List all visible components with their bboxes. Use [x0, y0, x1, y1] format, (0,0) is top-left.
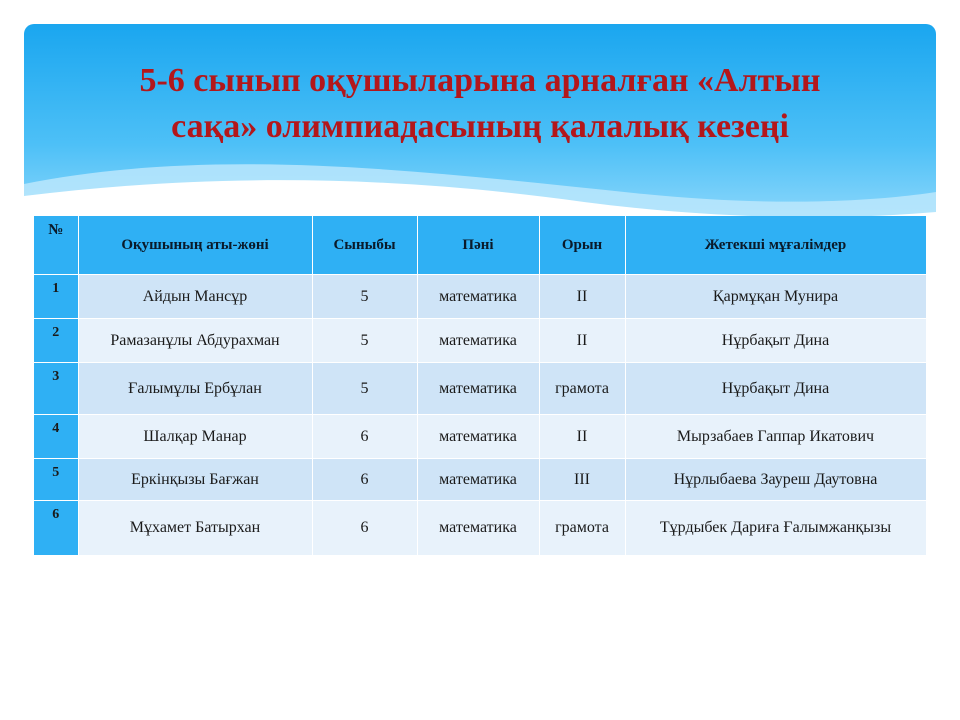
cell-place: III [539, 459, 625, 501]
cell-student-name: Шалқар Манар [78, 415, 312, 459]
header-number: № [34, 216, 78, 275]
cell-grade: 6 [312, 501, 417, 555]
cell-student-name: Мұхамет Батырхан [78, 501, 312, 555]
cell-place: грамота [539, 501, 625, 555]
header-teachers: Жетекші мұғалімдер [625, 216, 926, 275]
cell-number: 2 [34, 319, 78, 363]
cell-grade: 6 [312, 415, 417, 459]
header-place: Орын [539, 216, 625, 275]
table-row [34, 319, 926, 363]
table-row [34, 459, 926, 501]
cell-student-name: Ғалымұлы Ербұлан [78, 363, 312, 415]
cell-place: II [539, 275, 625, 319]
cell-subject: математика [417, 501, 539, 555]
cell-student-name: Рамазанұлы Абдурахман [78, 319, 312, 363]
title-line-1: 5-6 сынып оқушыларына арналған «Алтын [139, 62, 821, 99]
results-table [34, 216, 927, 555]
cell-number: 5 [34, 459, 78, 501]
cell-subject: математика [417, 275, 539, 319]
cell-grade: 5 [312, 319, 417, 363]
table-row [34, 501, 926, 555]
cell-number: 1 [34, 275, 78, 319]
header-grade: Сыныбы [312, 216, 417, 275]
cell-subject: математика [417, 415, 539, 459]
page-title [24, 58, 936, 150]
cell-place: грамота [539, 363, 625, 415]
cell-teacher: Нұрбақыт Дина [625, 319, 926, 363]
cell-grade: 5 [312, 363, 417, 415]
cell-subject: математика [417, 459, 539, 501]
cell-place: II [539, 415, 625, 459]
cell-teacher: Қармұқан Мунира [625, 275, 926, 319]
cell-number: 6 [34, 501, 78, 555]
table-row [34, 363, 926, 415]
cell-number: 4 [34, 415, 78, 459]
table-row [34, 415, 926, 459]
cell-number: 3 [34, 363, 78, 415]
cell-teacher: Нұрлыбаева Зауреш Даутовна [625, 459, 926, 501]
cell-place: II [539, 319, 625, 363]
table-row [34, 275, 926, 319]
cell-grade: 6 [312, 459, 417, 501]
cell-teacher: Нұрбақыт Дина [625, 363, 926, 415]
title-line-2: сақа» олимпиадасының қалалық кезеңі [171, 108, 789, 145]
cell-teacher: Тұрдыбек Дариға Ғалымжанқызы [625, 501, 926, 555]
cell-subject: математика [417, 363, 539, 415]
table-header-row [34, 216, 926, 275]
cell-student-name: Айдын Мансұр [78, 275, 312, 319]
cell-teacher: Мырзабаев Гаппар Икатович [625, 415, 926, 459]
cell-subject: математика [417, 319, 539, 363]
cell-grade: 5 [312, 275, 417, 319]
header-student-name: Оқушының аты-жөні [78, 216, 312, 275]
cell-student-name: Еркінқызы Бағжан [78, 459, 312, 501]
header-subject: Пәні [417, 216, 539, 275]
